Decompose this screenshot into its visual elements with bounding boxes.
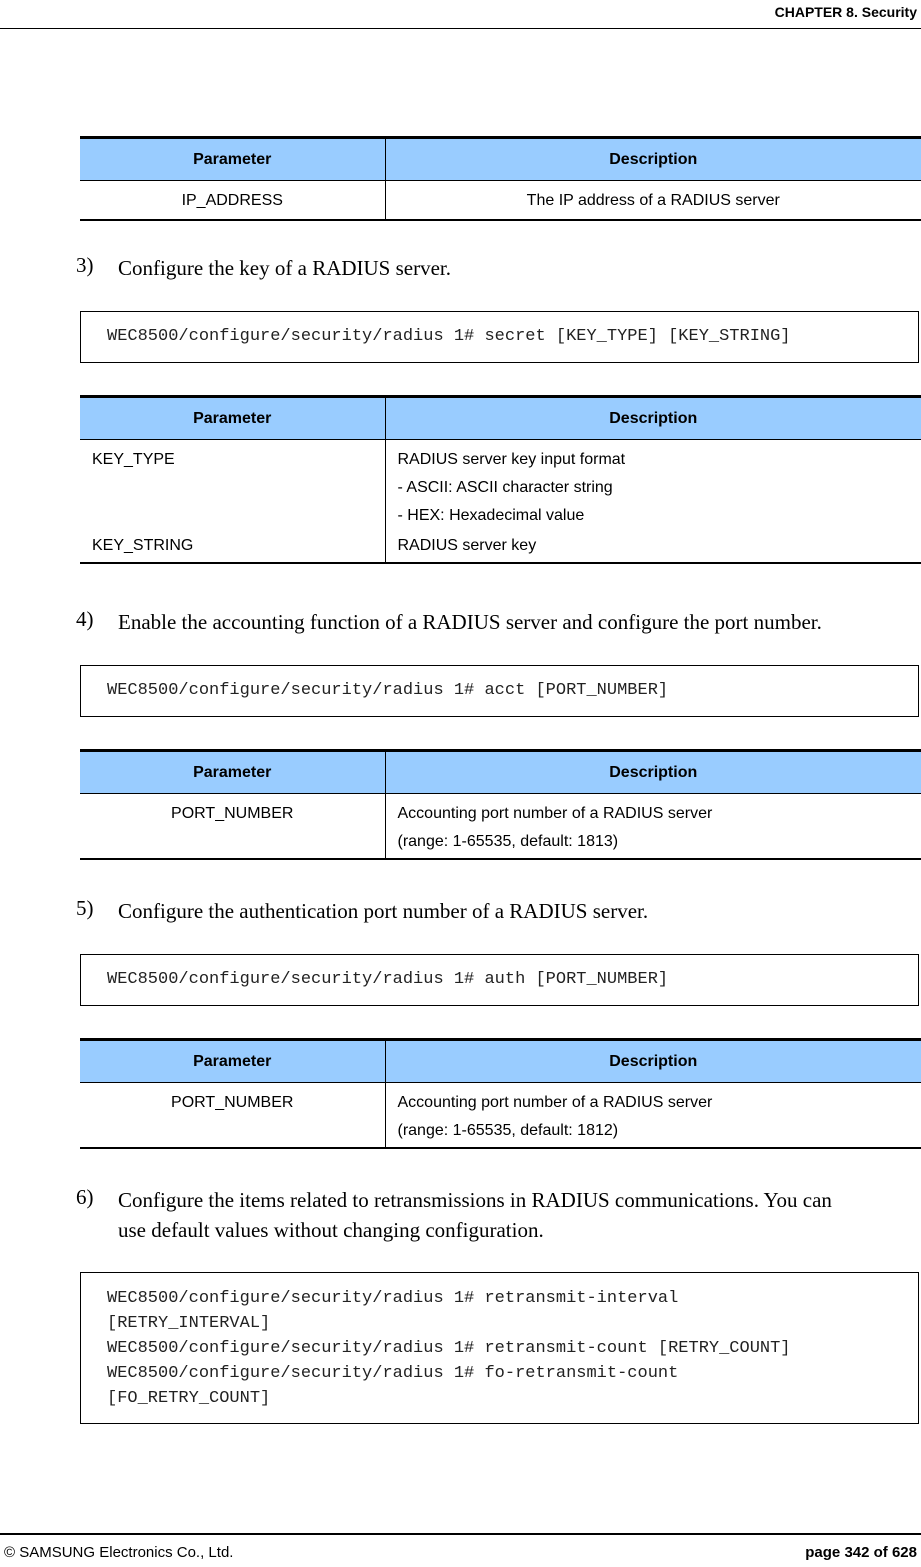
- column-header-parameter: Parameter: [80, 397, 385, 440]
- param-description: (range: 1-65535, default: 1812): [397, 1122, 619, 1139]
- code-line: WEC8500/configure/security/radius 1# auth [PORT_NUMBER]: [107, 970, 669, 989]
- step-number: 4): [76, 607, 94, 631]
- parameter-table-acct: [80, 749, 921, 860]
- param-description: Accounting port number of a RADIUS server: [397, 1094, 713, 1111]
- column-header-description: Description: [385, 751, 921, 794]
- step-text: Configure the key of a RADIUS server.: [118, 256, 452, 280]
- step-text: Enable the accounting function of a RADIUS server and configure the port number.: [118, 610, 822, 634]
- page-footer: [0, 1533, 921, 1567]
- param-description: Accounting port number of a RADIUS server: [397, 805, 713, 822]
- code-line: WEC8500/configure/security/radius 1# fo-retransmit-count: [107, 1364, 679, 1383]
- param-name: KEY_STRING: [92, 537, 194, 554]
- column-header-parameter: Parameter: [80, 751, 385, 794]
- step-number: 5): [76, 896, 94, 920]
- code-line: WEC8500/configure/security/radius 1# acct [PORT_NUMBER]: [107, 681, 669, 700]
- table-row: [80, 1083, 921, 1149]
- table-row: [80, 440, 921, 531]
- code-block-auth: [80, 954, 919, 1006]
- param-description: - ASCII: ASCII character string: [397, 479, 613, 496]
- param-name: PORT_NUMBER: [171, 1094, 294, 1111]
- page-header: [0, 0, 921, 29]
- step-number: 6): [76, 1185, 94, 1209]
- code-line: [RETRY_INTERVAL]: [107, 1314, 271, 1333]
- code-block-secret: [80, 311, 919, 363]
- param-description: RADIUS server key input format: [397, 451, 626, 468]
- param-description: (range: 1-65535, default: 1813): [397, 833, 619, 850]
- param-name: KEY_TYPE: [92, 451, 175, 468]
- table-row: [80, 794, 921, 860]
- column-header-description: Description: [385, 1040, 921, 1083]
- code-line: WEC8500/configure/security/radius 1# retransmit-count [RETRY_COUNT]: [107, 1339, 791, 1358]
- param-description: The IP address of a RADIUS server: [526, 192, 780, 209]
- code-block-retransmit: [80, 1272, 919, 1424]
- page-number: page 342 of 628: [805, 1544, 917, 1561]
- step-number: 3): [76, 253, 94, 277]
- parameter-table-ip: [80, 136, 921, 221]
- param-description: - HEX: Hexadecimal value: [397, 507, 585, 524]
- copyright: © SAMSUNG Electronics Co., Ltd.: [4, 1544, 234, 1561]
- code-line: WEC8500/configure/security/radius 1# retransmit-interval: [107, 1289, 679, 1308]
- code-line: WEC8500/configure/security/radius 1# secret [KEY_TYPE] [KEY_STRING]: [107, 327, 791, 346]
- step-text: Configure the authentication port number of a RADIUS server.: [118, 899, 649, 923]
- column-header-description: Description: [385, 138, 921, 181]
- column-header-parameter: Parameter: [80, 138, 385, 181]
- chapter-title: CHAPTER 8. Security: [774, 4, 917, 20]
- parameter-table-auth: [80, 1038, 921, 1149]
- parameter-table-key: [80, 395, 921, 564]
- code-line: [FO_RETRY_COUNT]: [107, 1389, 271, 1408]
- column-header-parameter: Parameter: [80, 1040, 385, 1083]
- param-name: IP_ADDRESS: [181, 192, 283, 209]
- param-description: RADIUS server key: [397, 537, 537, 554]
- table-row: [80, 530, 921, 563]
- column-header-description: Description: [385, 397, 921, 440]
- step-text: Configure the items related to retransmissions in RADIUS communications. You can: [118, 1188, 832, 1212]
- step-text-continued: use default values without changing configuration.: [118, 1218, 544, 1242]
- param-name: PORT_NUMBER: [171, 805, 294, 822]
- table-row: [80, 181, 921, 221]
- code-block-acct: [80, 665, 919, 717]
